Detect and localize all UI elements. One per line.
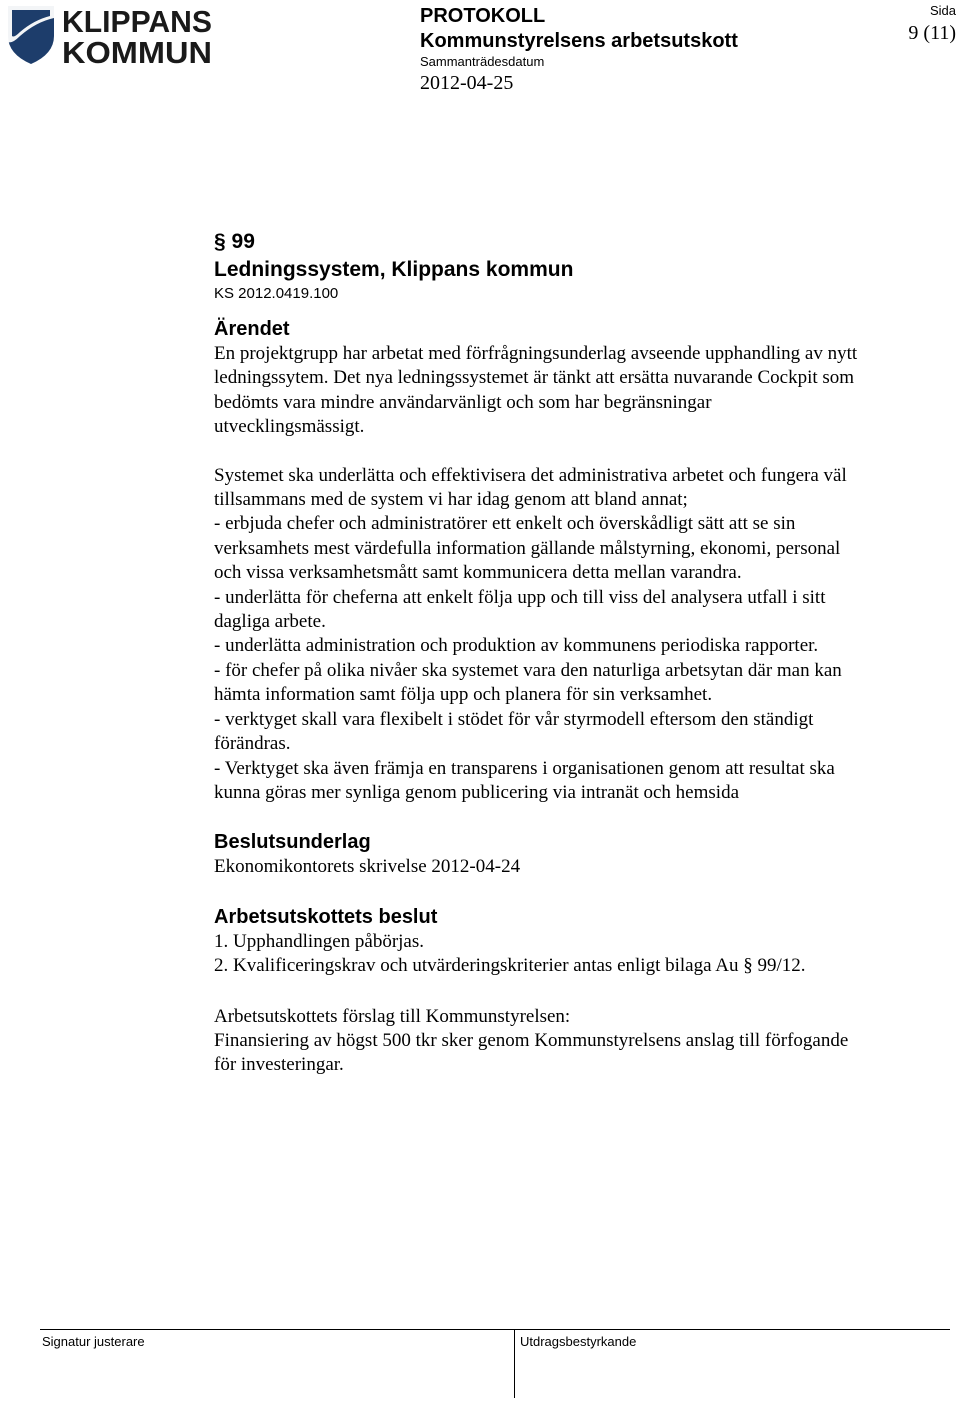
arendet-paragraph-2 [214,464,944,806]
decision-item: 2. Kvalificeringskrav och utvärderingskriterier antas enligt bilaga Au § 99/12. [214,955,806,977]
text-line: verksamhets mest värdefulla information gällande målstyrning, ekonomi, personal [214,537,841,559]
beslutsunderlag-text [214,855,944,879]
text-line: - underlätta för cheferna att enkelt följa upp och till viss del analysera utfall i sitt [214,586,826,608]
page-info [908,2,956,46]
text-line: och vissa verksamhetsmått samt kommunicera detta mellan varandra. [214,562,742,584]
text-line: ledningssytem. Det nya ledningssystemet är tänkt att ersätta nuvarande Cockpit som [214,367,855,389]
page-number: 9 (11) [908,22,956,44]
text-line: Finansiering av högst 500 tkr sker genom Kommunstyrelsens anslag till förfogande [214,1029,849,1051]
text-line: utvecklingsmässigt. [214,416,365,438]
text-line: tillsammans med de system vi har idag genom att bland annat; [214,489,688,511]
signature-label: Signatur justerare [42,1334,145,1349]
svg-text:KOMMUN: KOMMUN [62,35,212,66]
page-label: Sida [929,3,956,18]
meeting-date: 2012-04-25 [420,72,514,94]
beslutsunderlag-heading: Beslutsunderlag [214,831,371,854]
decision-item: 1. Upphandlingen påbörjas. [214,930,425,952]
text-line: förändras. [214,733,291,755]
document-body [214,228,944,1078]
document-header [420,4,840,96]
footer-column-divider [514,1330,515,1398]
text-line: En projektgrupp har arbetat med förfrågningsunderlag avseende upphandling av nytt [214,343,858,364]
beslut-list [214,930,944,979]
text-line: Ekonomikontorets skrivelse 2012-04-24 [214,856,521,878]
footer-divider [40,1329,950,1330]
text-line: - erbjuda chefer och administratörer ett enkelt och överskådligt sätt att se sin [214,513,796,535]
text-line: hämta information samt följa upp och planera för sin verksamhet. [214,684,713,706]
certification-label: Utdragsbestyrkande [520,1334,637,1349]
text-line: - Verktyget ska även främja en transparens i organisationen genom att resultat ska [214,757,835,779]
text-line: - underlätta administration och produktion av kommunens periodiska rapporter. [214,635,819,657]
text-line: bedömts vara mindre användarvänligt och som har begränsningar [214,391,712,413]
issuing-body: Kommunstyrelsens arbetsutskott [420,30,738,52]
text-line: - verktyget skall vara flexibelt i stödet för vår styrmodell eftersom den ständigt [214,708,814,730]
text-line: kunna göras mer synliga genom publicering via intranät och hemsida [214,781,739,803]
arendet-paragraph-1 [214,342,944,440]
doc-type: PROTOKOLL [420,5,546,27]
forslag-paragraph [214,1005,944,1078]
section-number: § 99 [214,230,255,253]
date-label: Sammanträdesdatum [420,54,545,69]
text-line: för investeringar. [214,1054,344,1076]
section-title: Ledningssystem, Klippans kommun [214,258,574,281]
beslut-heading: Arbetsutskottets beslut [214,905,438,928]
text-line: Systemet ska underlätta och effektivisera det administrativa arbetet och fungera väl [214,464,847,486]
text-line: dagliga arbete. [214,611,326,633]
text-line: - för chefer på olika nivåer ska systemet vara den naturliga arbetsytan där man kan [214,659,842,681]
arendet-heading: Ärendet [214,318,290,340]
text-line: Arbetsutskottets förslag till Kommunstyrelsen: [214,1005,571,1027]
case-reference: KS 2012.0419.100 [214,285,339,302]
svg-text:KLIPPANS: KLIPPANS [62,4,212,39]
logo-emblem-icon [6,2,216,66]
klippans-kommun-logo [6,2,216,66]
